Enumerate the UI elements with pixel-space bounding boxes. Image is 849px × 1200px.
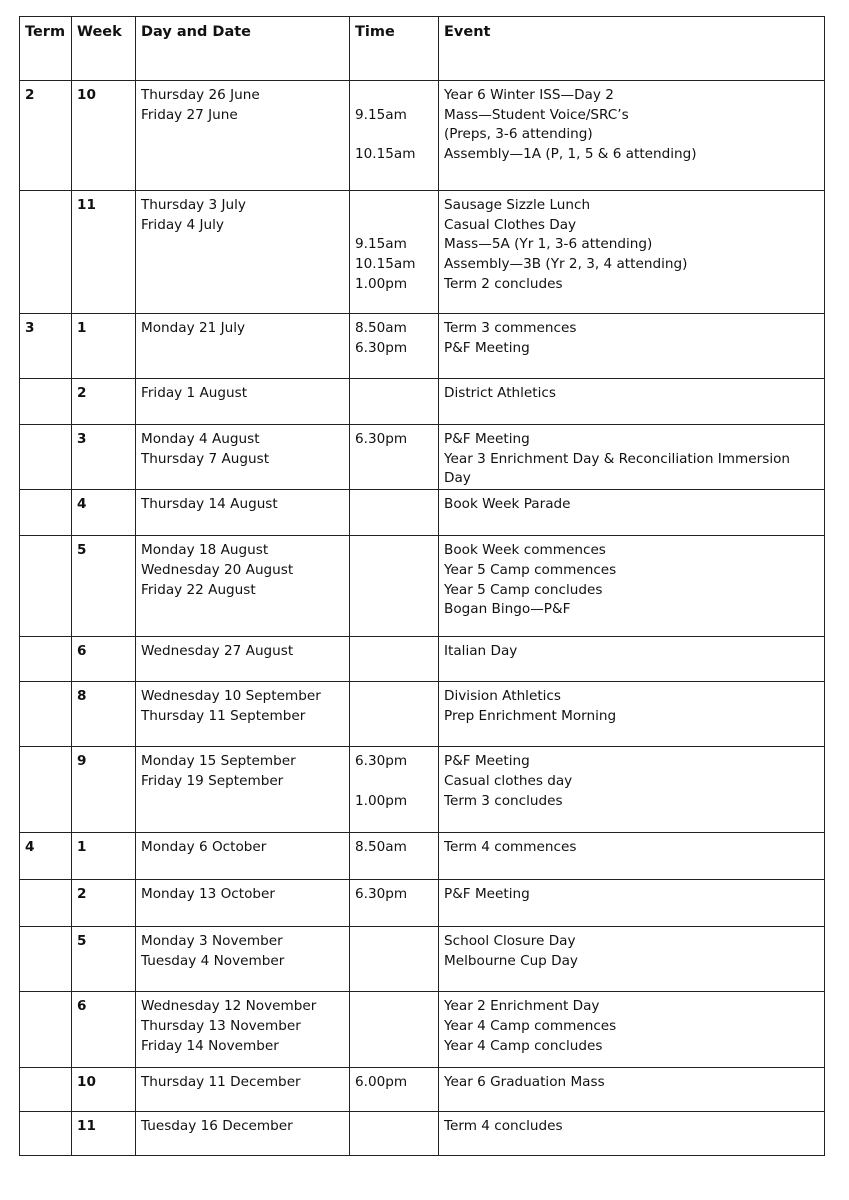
date-line: Thursday 13 November bbox=[141, 1017, 301, 1034]
day-and-date-cell bbox=[136, 425, 350, 490]
term-cell bbox=[20, 880, 72, 927]
week-number: 8 bbox=[77, 688, 87, 705]
event-line: Casual Clothes Day bbox=[444, 216, 577, 233]
term-cell bbox=[20, 927, 72, 992]
week-cell bbox=[72, 536, 136, 637]
calendar-body bbox=[20, 81, 825, 1156]
table-row bbox=[20, 927, 825, 992]
week-cell bbox=[72, 833, 136, 880]
day-and-date-cell bbox=[136, 314, 350, 379]
event-cell bbox=[439, 833, 825, 880]
term-number: 4 bbox=[25, 839, 35, 856]
week-cell bbox=[72, 425, 136, 490]
time-line: 1.00pm bbox=[355, 792, 408, 809]
term-cell bbox=[20, 379, 72, 425]
term-cell bbox=[20, 747, 72, 833]
event-line: Italian Day bbox=[444, 643, 518, 660]
event-cell bbox=[439, 992, 825, 1068]
day-and-date-cell bbox=[136, 637, 350, 682]
date-line: Friday 27 June bbox=[141, 106, 238, 123]
event-cell bbox=[439, 927, 825, 992]
week-number: 1 bbox=[77, 839, 87, 856]
term-cell bbox=[20, 191, 72, 314]
event-cell bbox=[439, 314, 825, 379]
week-number: 2 bbox=[77, 886, 87, 903]
table-row bbox=[20, 314, 825, 379]
table-row bbox=[20, 425, 825, 490]
event-line: Bogan Bingo—P&F bbox=[444, 601, 571, 618]
time-cell bbox=[350, 992, 439, 1068]
week-number: 11 bbox=[77, 197, 96, 213]
date-line: Wednesday 27 August bbox=[141, 643, 294, 660]
week-number: 9 bbox=[77, 753, 87, 770]
date-line: Monday 4 August bbox=[141, 431, 260, 447]
event-cell bbox=[439, 425, 825, 490]
time-cell bbox=[350, 637, 439, 682]
time-header: Time bbox=[350, 17, 439, 81]
table-row bbox=[20, 992, 825, 1068]
table-row bbox=[20, 379, 825, 425]
event-line: Year 5 Camp concludes bbox=[444, 581, 603, 598]
time-cell bbox=[350, 536, 439, 637]
event-line: Book Week Parade bbox=[444, 496, 571, 513]
date-line: Monday 6 October bbox=[141, 839, 267, 856]
event-line: P&F Meeting bbox=[444, 431, 530, 447]
time-cell bbox=[350, 81, 439, 191]
day-and-date-cell bbox=[136, 191, 350, 314]
time-cell bbox=[350, 880, 439, 927]
time-cell bbox=[350, 1068, 439, 1112]
event-cell bbox=[439, 637, 825, 682]
day-and-date-cell bbox=[136, 833, 350, 880]
event-line: Term 2 concludes bbox=[444, 275, 563, 292]
event-cell bbox=[439, 1068, 825, 1112]
day-and-date-cell bbox=[136, 81, 350, 191]
term-cell bbox=[20, 536, 72, 637]
event-line: P&F Meeting bbox=[444, 339, 530, 356]
table-row bbox=[20, 747, 825, 833]
time-line bbox=[355, 86, 433, 106]
term-cell bbox=[20, 490, 72, 536]
date-line: Friday 1 August bbox=[141, 385, 248, 401]
event-line: School Closure Day bbox=[444, 933, 576, 950]
term-cell bbox=[20, 314, 72, 379]
date-line: Friday 14 November bbox=[141, 1037, 279, 1054]
event-line: Prep Enrichment Morning bbox=[444, 707, 617, 724]
week-number: 11 bbox=[77, 1118, 96, 1135]
week-cell bbox=[72, 81, 136, 191]
date-line: Wednesday 20 August bbox=[141, 561, 294, 578]
table-row bbox=[20, 490, 825, 536]
week-cell bbox=[72, 490, 136, 536]
date-line: Tuesday 4 November bbox=[141, 952, 285, 969]
week-number: 4 bbox=[77, 496, 87, 513]
day-and-date-cell bbox=[136, 536, 350, 637]
date-line: Thursday 3 July bbox=[141, 197, 246, 213]
table-row bbox=[20, 191, 825, 314]
date-line: Friday 19 September bbox=[141, 772, 284, 789]
table-row bbox=[20, 81, 825, 191]
term-number: 3 bbox=[25, 320, 35, 336]
week-cell bbox=[72, 927, 136, 992]
event-line: Assembly—3B (Yr 2, 3, 4 attending) bbox=[444, 256, 688, 273]
date-line: Thursday 26 June bbox=[141, 87, 260, 103]
date-line: Monday 15 September bbox=[141, 753, 296, 770]
time-cell bbox=[350, 927, 439, 992]
date-line: Wednesday 12 November bbox=[141, 998, 317, 1015]
day-and-date-cell bbox=[136, 1112, 350, 1156]
term-number: 2 bbox=[25, 87, 35, 103]
date-line: Monday 21 July bbox=[141, 320, 246, 336]
term-cell bbox=[20, 992, 72, 1068]
time-cell bbox=[350, 747, 439, 833]
day-and-date-header: Day and Date bbox=[136, 17, 350, 81]
date-line: Thursday 7 August bbox=[141, 450, 270, 467]
day-and-date-cell bbox=[136, 992, 350, 1068]
event-cell bbox=[439, 490, 825, 536]
event-line: Term 4 commences bbox=[444, 839, 577, 856]
time-cell bbox=[350, 379, 439, 425]
week-number: 6 bbox=[77, 643, 87, 660]
event-line: P&F Meeting bbox=[444, 886, 530, 903]
week-cell bbox=[72, 747, 136, 833]
week-number: 3 bbox=[77, 431, 87, 447]
event-line: Book Week commences bbox=[444, 542, 606, 559]
week-number: 10 bbox=[77, 1074, 96, 1091]
time-line bbox=[355, 125, 433, 145]
time-line bbox=[355, 196, 433, 216]
week-number: 1 bbox=[77, 320, 87, 336]
event-line: Year 4 Camp concludes bbox=[444, 1037, 603, 1054]
date-line: Monday 18 August bbox=[141, 542, 269, 559]
day-and-date-cell bbox=[136, 747, 350, 833]
events-calendar-table bbox=[19, 16, 825, 1156]
table-row bbox=[20, 682, 825, 747]
event-line: Year 5 Camp commences bbox=[444, 561, 617, 578]
date-line: Thursday 11 December bbox=[141, 1074, 301, 1091]
time-line: 6.30pm bbox=[355, 339, 408, 356]
date-line: Tuesday 16 December bbox=[141, 1118, 293, 1135]
time-cell bbox=[350, 833, 439, 880]
week-cell bbox=[72, 314, 136, 379]
event-cell bbox=[439, 1112, 825, 1156]
event-line: Year 4 Camp commences bbox=[444, 1017, 617, 1034]
term-header: Term bbox=[20, 17, 72, 81]
time-cell bbox=[350, 490, 439, 536]
week-number: 6 bbox=[77, 998, 87, 1015]
time-cell bbox=[350, 314, 439, 379]
event-line: District Athletics bbox=[444, 385, 556, 401]
time-cell bbox=[350, 1112, 439, 1156]
term-cell bbox=[20, 833, 72, 880]
event-cell bbox=[439, 379, 825, 425]
event-line: Term 4 concludes bbox=[444, 1118, 563, 1135]
term-cell bbox=[20, 1112, 72, 1156]
header-row bbox=[20, 17, 825, 81]
date-line: Friday 22 August bbox=[141, 581, 256, 598]
date-line: Monday 13 October bbox=[141, 886, 276, 903]
event-cell bbox=[439, 880, 825, 927]
week-number: 5 bbox=[77, 933, 87, 950]
time-line: 6.30pm bbox=[355, 753, 408, 770]
table-row bbox=[20, 880, 825, 927]
time-line: 8.50am bbox=[355, 320, 407, 336]
date-line: Thursday 14 August bbox=[141, 496, 278, 513]
date-line: Friday 4 July bbox=[141, 216, 224, 233]
term-cell bbox=[20, 637, 72, 682]
event-line: Year 6 Winter ISS—Day 2 bbox=[444, 87, 614, 103]
time-line: 8.50am bbox=[355, 839, 407, 856]
table-row bbox=[20, 833, 825, 880]
week-cell bbox=[72, 682, 136, 747]
event-line: Sausage Sizzle Lunch bbox=[444, 197, 591, 213]
week-cell bbox=[72, 1068, 136, 1112]
time-cell bbox=[350, 425, 439, 490]
event-line: Mass—Student Voice/SRC’s bbox=[444, 106, 629, 123]
week-cell bbox=[72, 637, 136, 682]
time-line: 10.15am bbox=[355, 256, 416, 273]
date-line: Monday 3 November bbox=[141, 933, 283, 950]
time-line: 1.00pm bbox=[355, 275, 408, 292]
event-cell bbox=[439, 81, 825, 191]
week-number: 2 bbox=[77, 385, 87, 401]
table-row bbox=[20, 1068, 825, 1112]
event-cell bbox=[439, 747, 825, 833]
time-line: 10.15am bbox=[355, 146, 416, 163]
event-line: Mass—5A (Yr 1, 3-6 attending) bbox=[444, 236, 653, 253]
event-line: Year 6 Graduation Mass bbox=[444, 1074, 605, 1091]
week-header: Week bbox=[72, 17, 136, 81]
day-and-date-cell bbox=[136, 379, 350, 425]
time-cell bbox=[350, 191, 439, 314]
time-line: 9.15am bbox=[355, 106, 407, 123]
time-line bbox=[355, 216, 433, 236]
event-cell bbox=[439, 682, 825, 747]
day-and-date-cell bbox=[136, 682, 350, 747]
date-line: Thursday 11 September bbox=[141, 707, 306, 724]
term-cell bbox=[20, 682, 72, 747]
term-cell bbox=[20, 425, 72, 490]
event-line: Year 3 Enrichment Day & Reconciliation Immersion Day bbox=[444, 450, 791, 487]
time-line: 6.00pm bbox=[355, 1074, 408, 1091]
event-header: Event bbox=[439, 17, 825, 81]
event-line: Year 2 Enrichment Day bbox=[444, 998, 600, 1015]
week-cell bbox=[72, 191, 136, 314]
date-line: Wednesday 10 September bbox=[141, 688, 321, 705]
week-cell bbox=[72, 992, 136, 1068]
day-and-date-cell bbox=[136, 880, 350, 927]
time-line bbox=[355, 772, 433, 792]
table-row bbox=[20, 637, 825, 682]
event-line: P&F Meeting bbox=[444, 753, 530, 770]
term-cell bbox=[20, 81, 72, 191]
event-cell bbox=[439, 191, 825, 314]
time-line: 6.30pm bbox=[355, 431, 408, 447]
time-cell bbox=[350, 682, 439, 747]
table-row bbox=[20, 1112, 825, 1156]
week-cell bbox=[72, 1112, 136, 1156]
day-and-date-cell bbox=[136, 927, 350, 992]
event-line: Melbourne Cup Day bbox=[444, 952, 578, 969]
week-cell bbox=[72, 880, 136, 927]
event-line: Division Athletics bbox=[444, 688, 561, 705]
event-line: Casual clothes day bbox=[444, 772, 573, 789]
time-line: 6.30pm bbox=[355, 886, 408, 903]
week-number: 10 bbox=[77, 87, 96, 103]
event-line: (Preps, 3-6 attending) bbox=[444, 126, 593, 143]
day-and-date-cell bbox=[136, 1068, 350, 1112]
event-line: Term 3 commences bbox=[444, 320, 577, 336]
event-line: Assembly—1A (P, 1, 5 & 6 attending) bbox=[444, 146, 697, 163]
week-number: 5 bbox=[77, 542, 87, 559]
term-cell bbox=[20, 1068, 72, 1112]
event-cell bbox=[439, 536, 825, 637]
week-cell bbox=[72, 379, 136, 425]
event-line: Term 3 concludes bbox=[444, 792, 563, 809]
day-and-date-cell bbox=[136, 490, 350, 536]
table-row bbox=[20, 536, 825, 637]
time-line: 9.15am bbox=[355, 236, 407, 253]
